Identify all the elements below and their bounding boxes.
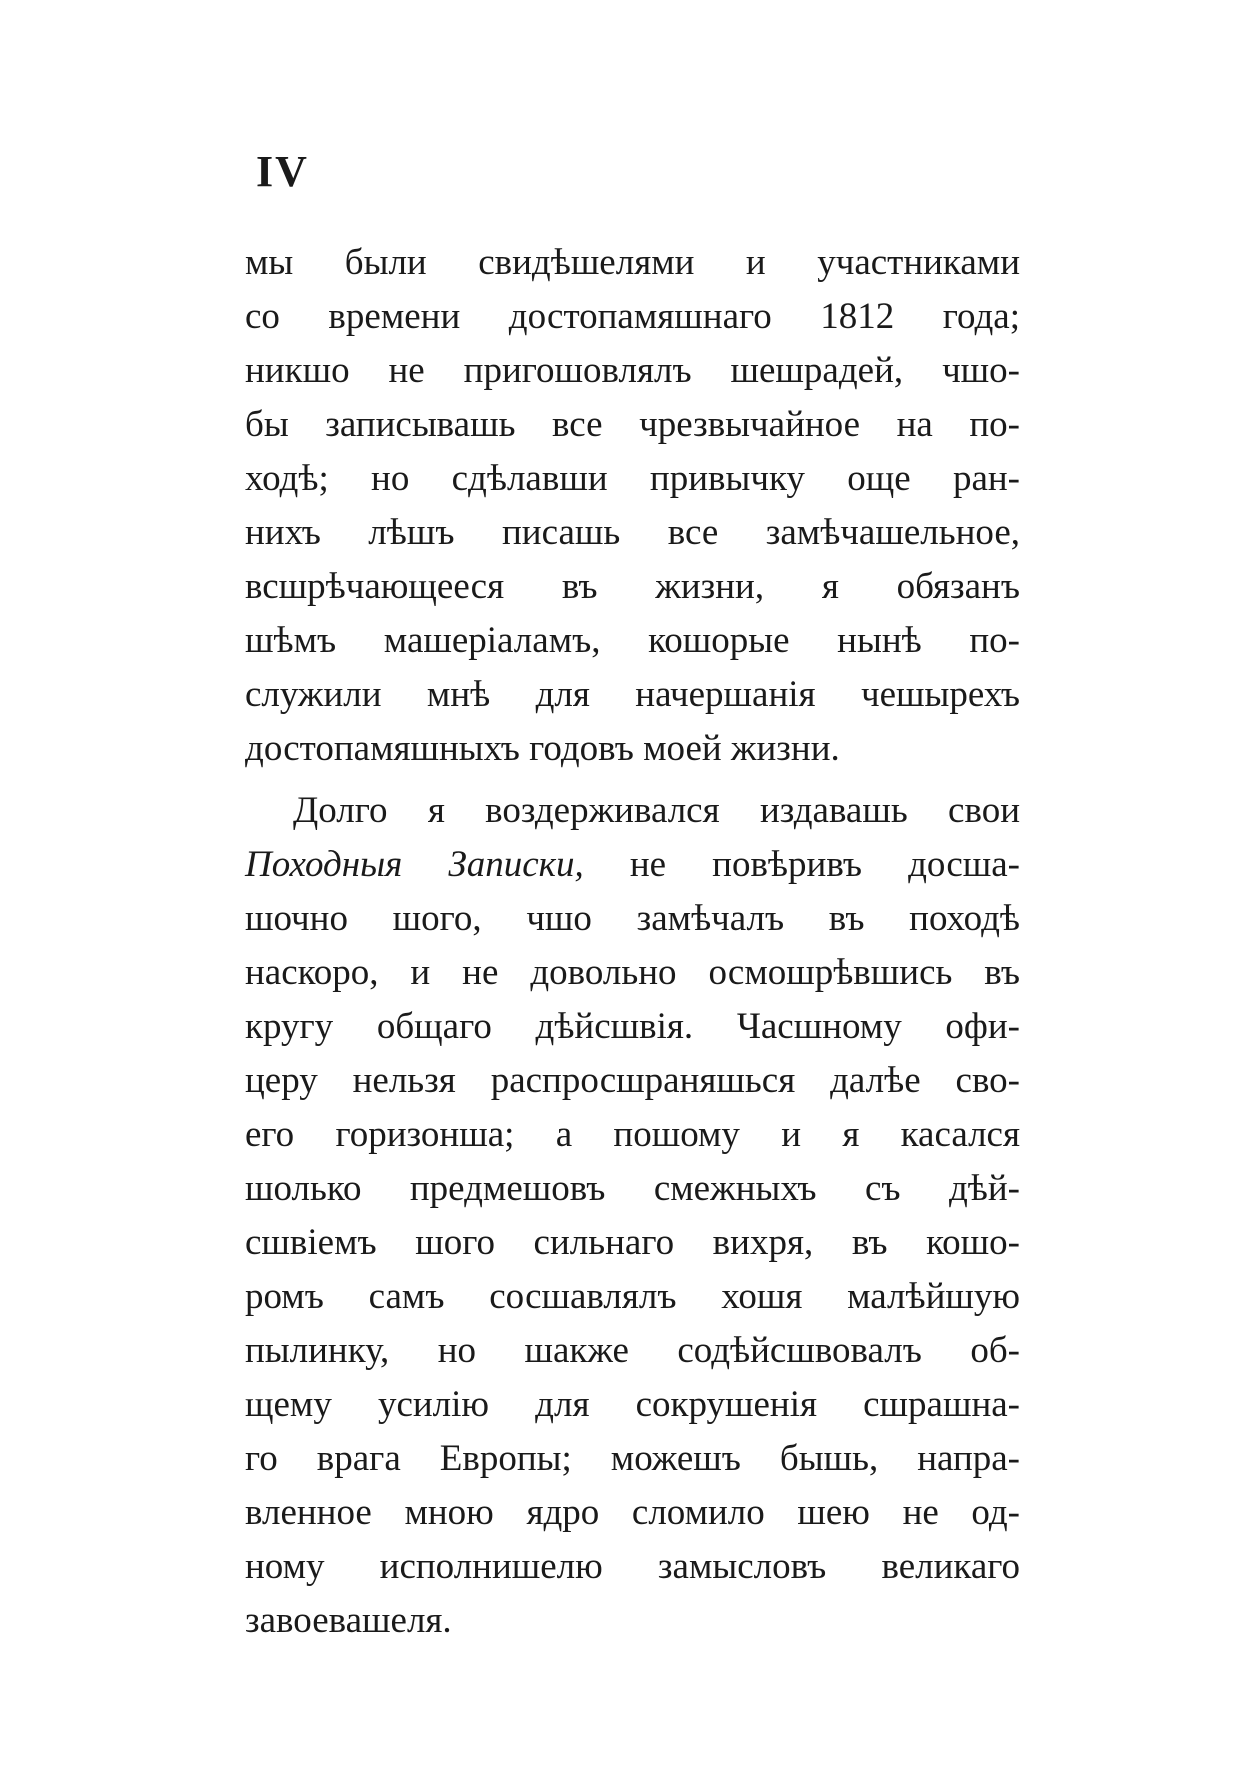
text-line: наскоро, и не довольно осмошрѣвшись въ bbox=[245, 952, 1020, 993]
text-line: Долго я воздерживался издавашь свои bbox=[293, 790, 1020, 831]
text-line: шочно шого, чшо замѣчалъ въ походѣ bbox=[245, 898, 1020, 939]
text-line: шѣмъ машеріаламъ, кошорые нынѣ по- bbox=[245, 620, 1020, 661]
text-line: ромъ самъ сосшавлялъ хошя малѣйшую bbox=[245, 1276, 1020, 1317]
text-line: нихъ лѣшъ писашь все замѣчашельное, bbox=[245, 512, 1020, 553]
paragraph-1 bbox=[245, 236, 1020, 776]
text-line: ходѣ; но сдѣлавши привычку още ран- bbox=[245, 458, 1020, 499]
text-line: кругу общаго дѣйсшвія. Часшному офи- bbox=[245, 1006, 1020, 1047]
text-line: ному исполнишелю замысловъ великаго bbox=[245, 1546, 1020, 1587]
text-line: церу нельзя распросшраняшься далѣе сво- bbox=[245, 1060, 1020, 1101]
text-line: сшвіемъ шого сильнаго вихря, въ кошо- bbox=[245, 1222, 1020, 1263]
text-line: шолько предмешовъ смежныхъ съ дѣй- bbox=[245, 1168, 1020, 1209]
paragraph-2 bbox=[245, 784, 1020, 1648]
text-line: щему усилію для сокрушенія сшрашна- bbox=[245, 1384, 1020, 1425]
page-number: IV bbox=[256, 147, 309, 196]
text-fragment: не повѣривъ досша- bbox=[583, 844, 1020, 885]
text-line: пылинку, но шакже содѣйсшвовалъ об- bbox=[245, 1330, 1020, 1371]
text-line: достопамяшныхъ годовъ моей жизни. bbox=[245, 728, 840, 769]
text-line: вленное мною ядро сломило шею не од- bbox=[245, 1492, 1020, 1533]
text-line: бы записывашь все чрезвычайное на по- bbox=[245, 404, 1020, 445]
text-line: мы были свидѣшелями и участниками bbox=[245, 242, 1020, 283]
book-title: Походныя Записки, bbox=[245, 844, 584, 885]
text-line: никшо не пригошовлялъ шешрадей, чшо- bbox=[245, 350, 1020, 391]
text-line: завоевашеля. bbox=[245, 1600, 452, 1641]
text-line: всшрѣчающееся въ жизни, я обязанъ bbox=[245, 566, 1020, 607]
text-line: го врага Европы; можешъ бышь, напра- bbox=[245, 1438, 1020, 1479]
text-line: служили мнѣ для начершанія чешырехъ bbox=[245, 674, 1020, 715]
text-line: со времени достопамяшнаго 1812 года; bbox=[245, 296, 1020, 337]
text-line: его горизонша; а пошому и я касался bbox=[245, 1114, 1020, 1155]
text-line-with-title bbox=[245, 838, 1020, 892]
